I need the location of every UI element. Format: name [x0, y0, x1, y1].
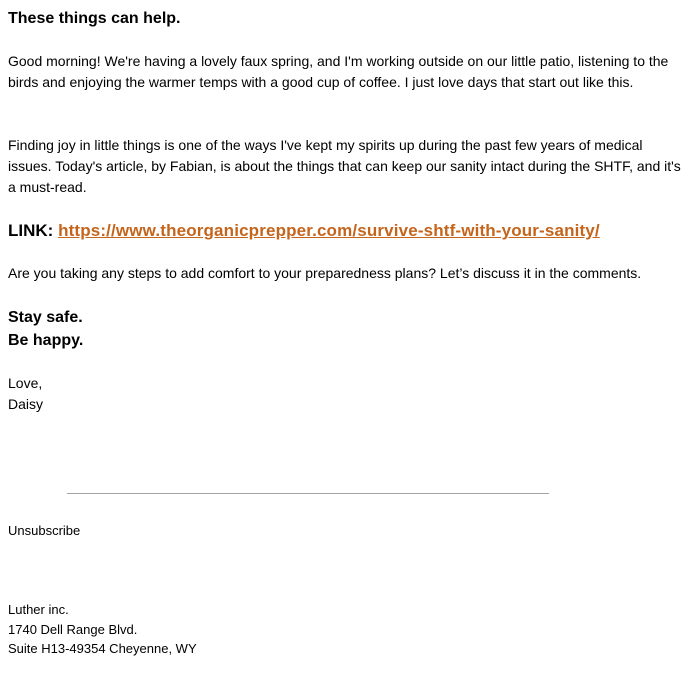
- article-link-line: [8, 220, 600, 242]
- company-name: Luther inc.: [8, 602, 69, 617]
- article-link[interactable]: https://www.theorganicprepper.com/survive-shtf-with-your-sanity/: [58, 221, 600, 240]
- address-line-1: 1740 Dell Range Blvd.: [8, 621, 138, 637]
- discussion-paragraph: Are you taking any steps to add comfort to your preparedness plans? Let’s discuss it in the comments.: [8, 265, 642, 281]
- closing-stay-safe: Stay safe.: [8, 309, 83, 326]
- signature-name: Daisy: [8, 396, 44, 412]
- link-label: LINK:: [8, 221, 54, 240]
- intro-paragraph: Good morning! We're having a lovely faux spring, and I'm working outside on our little patio, listening to the birds and enjoying the warmer temps with a good cup of coffee. I just love days that start out like this.: [8, 53, 669, 90]
- signoff: Love,: [8, 375, 43, 391]
- email-heading: These things can help.: [8, 10, 181, 27]
- address-line-2: Suite H13-49354 Cheyenne, WY: [8, 641, 197, 656]
- signature-block: [8, 373, 43, 415]
- article-paragraph: Finding joy in little things is one of the ways I've kept my spirits up during the past few years of medical issues. Today's article, by Fabian, is about the things that can keep our sanity intact during the SHTF, and it's a must-read.: [8, 137, 681, 195]
- closing-be-happy: Be happy.: [8, 332, 84, 349]
- unsubscribe-link[interactable]: Unsubscribe: [8, 523, 81, 538]
- footer-address: [8, 600, 197, 659]
- footer-divider: [67, 493, 549, 494]
